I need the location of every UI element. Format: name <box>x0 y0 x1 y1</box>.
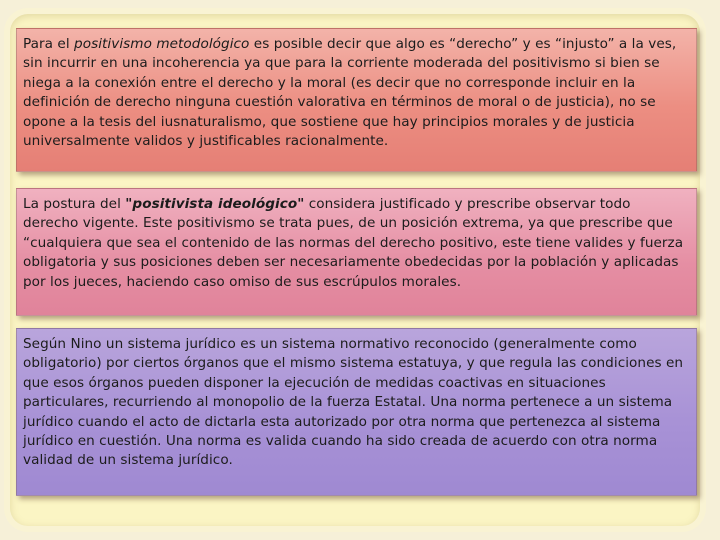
paragraph-positivismo-metodologico <box>23 35 688 151</box>
text-box-positivismo-metodologico <box>16 28 697 172</box>
text-box-sistema-juridico <box>16 328 697 496</box>
paragraph-body: considera justificado y prescribe observar todo derecho vigente. Este positivismo se trata pues, de un posición extrema, ya que prescribe que “cualquiera que sea el contenido de las normas del derecho positivo, este tiene valides y fuerza obligatoria y sus posiciones deben ser necesariamente obedecidas por la población y aplicadas por los jueces, haciendo caso omiso de sus escrúpulos morales. <box>23 196 684 290</box>
emphasis-term: positivismo metodológico <box>74 36 250 52</box>
emphasis-term: "positivista ideológico" <box>125 196 305 212</box>
paragraph-prefix: La postura del <box>23 196 126 212</box>
text-box-positivista-ideologico <box>16 188 697 316</box>
paragraph-sistema-juridico: Según Nino un sistema jurídico es un sistema normativo reconocido (generalmente como obligatorio) por ciertos órganos que el mismo sistema estatuya, y que regula las condiciones en que esos órganos pueden disponer la ejecución de medidas coactivas en situaciones particulares, recurriendo al monopolio de la fuerza Estatal. Una norma pertenece a un sistema jurídico cuando el acto de dictarla esta autorizado por otra norma que pertenezca al sistema jurídico en cuestión. Una norma es valida cuando ha sido creada de acuerdo con otra norma validad de un sistema jurídico. <box>23 336 684 469</box>
paragraph-positivista-ideologico <box>23 195 688 292</box>
paragraph-prefix: Para el <box>23 36 75 52</box>
paragraph-body: es posible decir que algo es “derecho” y es “injusto” a la ves, sin incurrir en una incoherencia ya que para la corriente moderada del positivismo si bien se niega a la conexión entre el derecho y la moral (es decir que no corresponde incluir en la definición de derecho ninguna cuestión valorativa en términos de moral o de justicia), no se opone a la tesis del iusnaturalismo, que sostiene que hay principios morales y de justicia universalmente validos y justificables racionalmente. <box>23 36 677 150</box>
